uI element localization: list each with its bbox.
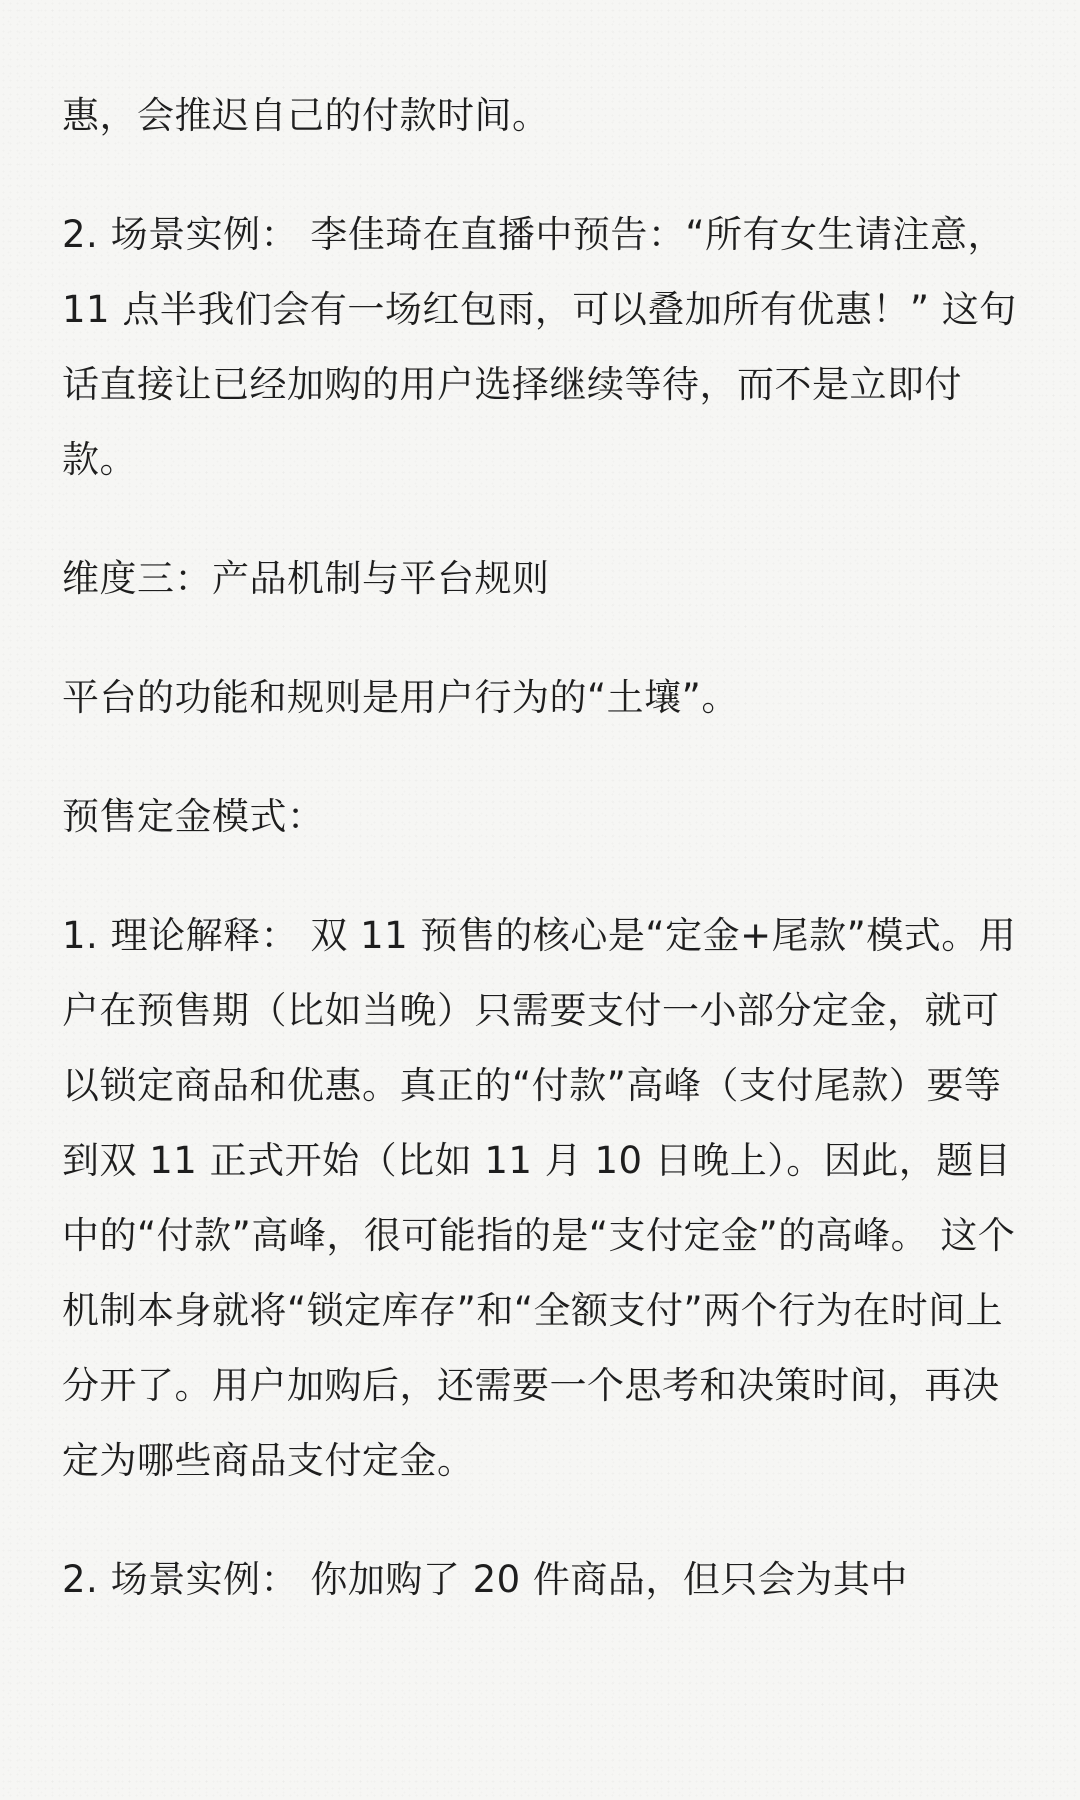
subheading-presale-deposit: 预售定金模式： (62, 795, 325, 838)
paragraph-gap (62, 735, 1018, 779)
paragraph-gap (62, 1498, 1018, 1542)
paragraph-theory-explanation: 1. 理论解释： 双 11 预售的核心是“定金+尾款”模式。用户在预售期（比如当晚）只需要支付一小部分定金，就可以锁定商品和优惠。真正的“付款”高峰（支付尾款）要等到双 11 正式开始（比如 11 月 10 日晚上）。因此，题目中的“付款”高峰，很可能指的是“支付定金”的高峰。 这个机制本身就将“锁定库存”和“全额支付”两个行为在时间上分开了。用户加购后，还需要一个思考和决策时间，再决定为哪些商品支付定金。 (62, 914, 1017, 1482)
paragraph-payment-delay: 惠，会推迟自己的付款时间。 (62, 94, 550, 137)
paragraph-gap (62, 616, 1018, 660)
paragraph-gap (62, 497, 1018, 541)
paragraph-gap (62, 153, 1018, 197)
paragraph-scenario-livestream: 2. 场景实例： 李佳琦在直播中预告：“所有女生请注意，11 点半我们会有一场红包雨，可以叠加所有优惠！” 这句话直接让已经加购的用户选择继续等待，而不是立即付款。 (62, 213, 1017, 481)
section-heading-dimension-three: 维度三：产品机制与平台规则 (62, 557, 550, 600)
paragraph-platform-rules: 平台的功能和规则是用户行为的“土壤”。 (62, 676, 739, 719)
paragraph-scenario-cart: 2. 场景实例： 你加购了 20 件商品，但只会为其中 (62, 1558, 908, 1601)
paragraph-gap (62, 854, 1018, 898)
